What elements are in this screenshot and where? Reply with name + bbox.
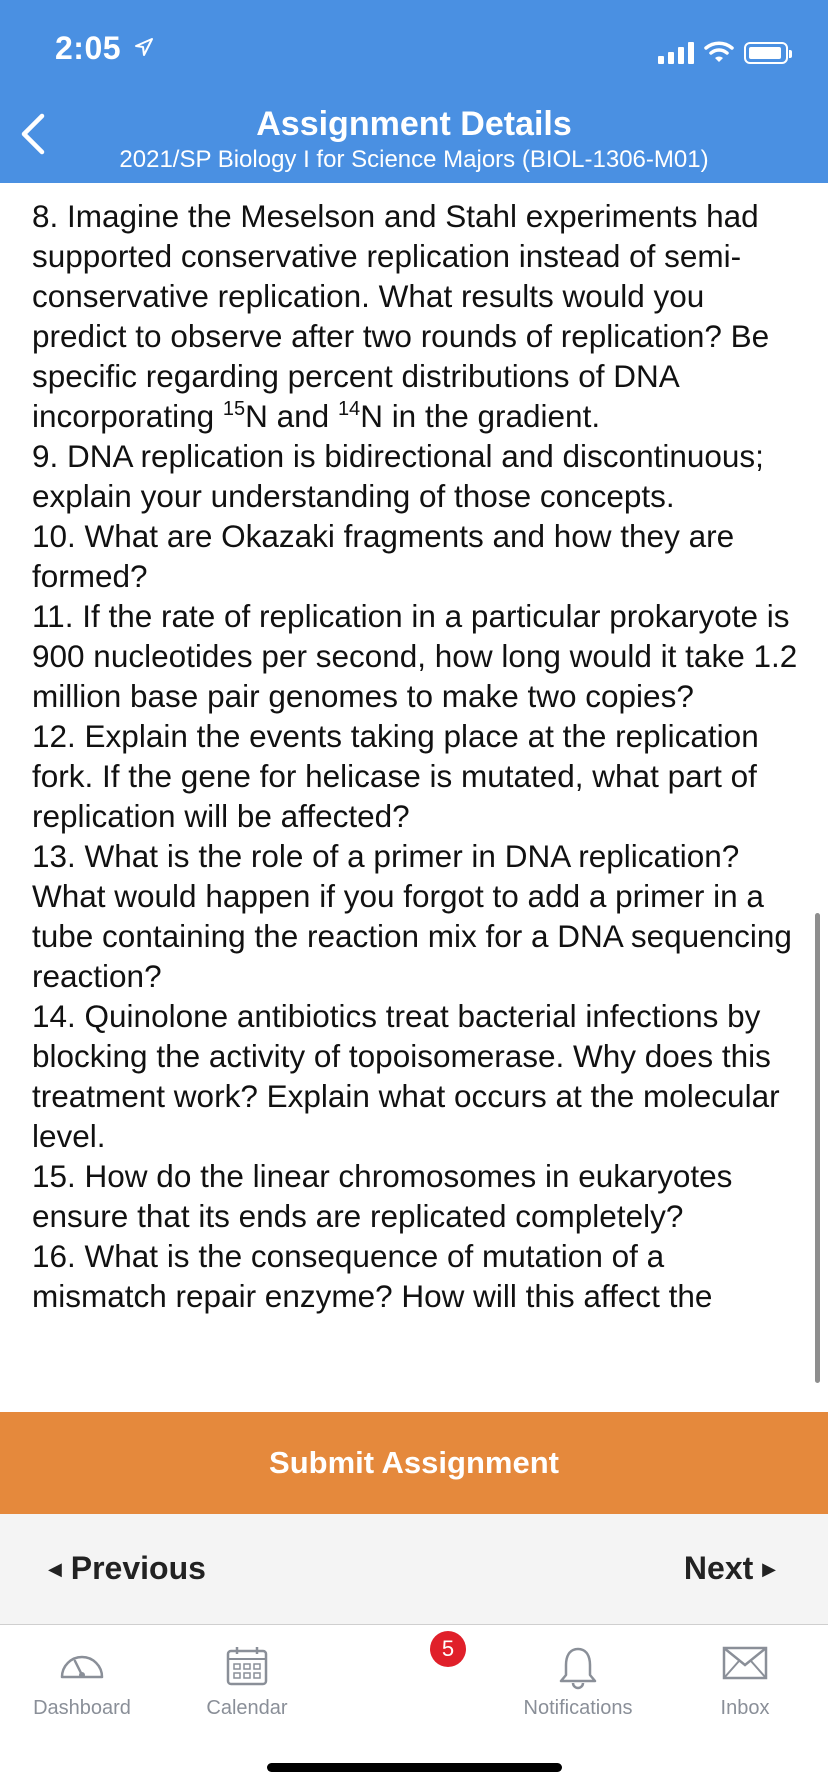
status-indicators [658,34,788,64]
scrollbar[interactable] [815,913,820,1383]
question-item: 11. If the rate of replication in a particular prokaryote is 900 nucleotides per second, how long would it take 1.2 million base pair genomes to make two copies? [32,598,798,714]
submit-assignment-button[interactable]: Submit Assignment [0,1412,828,1514]
question-item: 10. What are Okazaki fragments and how they are formed? [32,518,735,594]
envelope-icon [722,1645,768,1681]
signal-icon [658,40,694,64]
battery-icon [744,42,788,64]
pager [0,1514,828,1625]
question-item: 12. Explain the events taking place at the replication fork. If the gene for helicase is mutated, what part of replication will be affected? [32,718,759,834]
question-item: 9. DNA replication is bidirectional and discontinuous; explain your understanding of those concepts. [32,438,764,514]
question-item: 14. Quinolone antibiotics treat bacterial infections by blocking the activity of topoisomerase. Why does this treatment work? Explain what occurs at the molecular level. [32,998,780,1154]
course-subtitle: 2021/SP Biology I for Science Majors (BIOL-1306-M01) [119,146,709,173]
home-indicator[interactable] [267,1763,562,1772]
calendar-icon [225,1645,269,1687]
location-arrow-icon [127,37,154,62]
previous-button[interactable]: ◀ Previous [48,1550,206,1586]
next-button[interactable]: Next ▶ [683,1550,776,1586]
status-time: 2:05 [55,30,154,67]
app-header [0,0,828,183]
bell-icon [556,1645,600,1689]
wifi-icon [704,40,734,64]
question-item: 16. What is the consequence of mutation of a mismatch repair enzyme? How will this affect the [32,1238,713,1314]
triangle-left-icon: ◀ [48,1559,62,1579]
tab-bar: Dashboard Calendar Notifications Inbox [0,1625,828,1792]
assignment-content[interactable] [0,183,828,1412]
question-item: 15. How do the linear chromosomes in eukaryotes ensure that its ends are replicated completely? [32,1158,733,1234]
notification-badge: 5 [430,1631,466,1667]
triangle-right-icon: ▶ [762,1559,776,1579]
page-title: Assignment Details [256,105,572,143]
question-item: 8. Imagine the Meselson and Stahl experiments had supported conservative replication instead of semi-conservative replication. What results would you predict to observe after two rounds of replication? Be specific regarding percent distributions of DNA incorporating $^{15}$N and $^{14}$N in the gradient. [32,198,770,434]
question-item: 13. What is the role of a primer in DNA replication? What would happen if you forgot to add a primer in a tube containing the reaction mix for a DNA sequencing reaction? [32,838,792,994]
dashboard-icon [57,1645,107,1685]
question-list [32,196,802,1316]
